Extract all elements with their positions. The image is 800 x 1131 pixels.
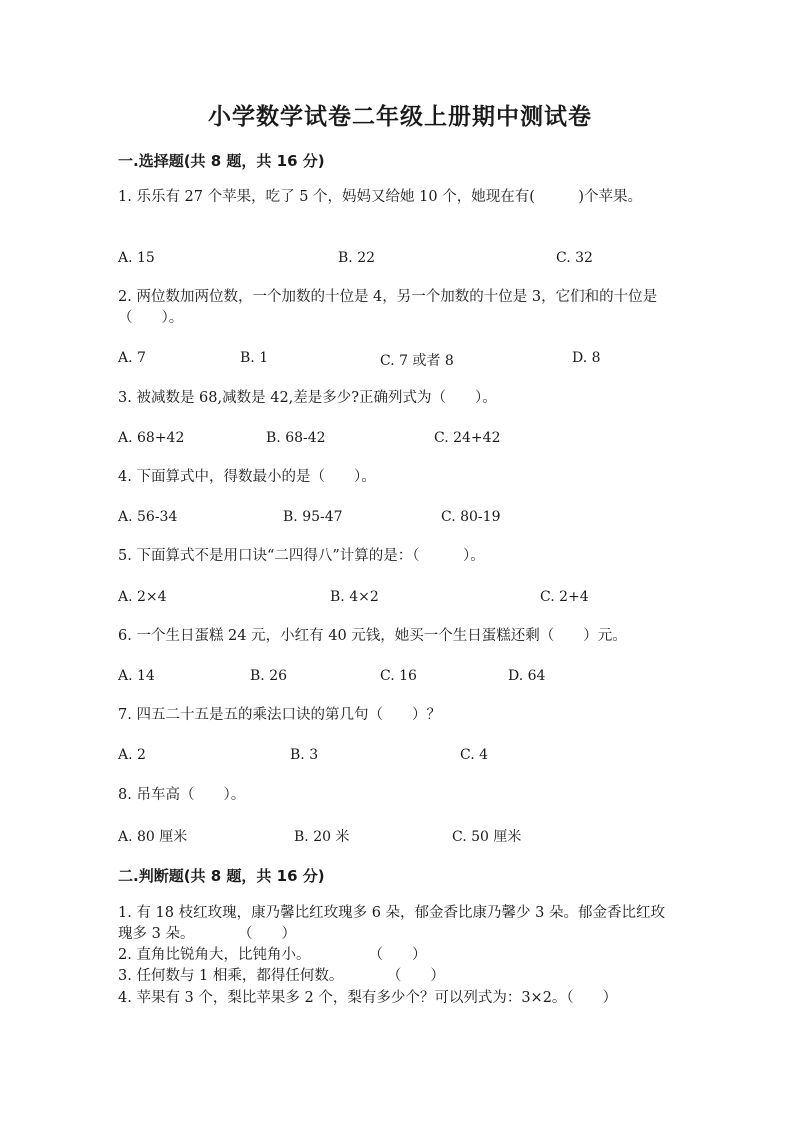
option-b: B. 3 (290, 747, 319, 763)
option-a: A. 7 (118, 350, 146, 366)
option-d: D. 64 (508, 668, 546, 684)
question-2: 2. 两位数加两位数，一个加数的十位是 4，另一个加数的十位是 3，它们和的十位是（ ）。 (118, 289, 658, 326)
option-c: C. 16 (380, 668, 417, 684)
option-a: A. 15 (118, 250, 155, 266)
option-b: B. 20 米 (294, 829, 350, 845)
section-heading-judgement: 二.判断题(共 8 题，共 16 分) (118, 867, 325, 885)
options-q1 (0, 250, 800, 272)
options-q4 (0, 509, 800, 531)
question-6: 6. 一个生日蛋糕 24 元，小红有 40 元钱，她买一个生日蛋糕还剩（ ）元。 (118, 628, 627, 644)
judgement-item-1: 1. 有 18 枝红玫瑰，康乃馨比红玫瑰多 6 朵，郁金香比康乃馨少 3 朵。郁金香比红玫瑰多 3 朵。 （ ） (118, 905, 665, 942)
judgement-item-4: 4. 苹果有 3 个，梨比苹果多 2 个，梨有多少个？可以列式为：3×2。（ ） (118, 990, 618, 1006)
question-5: 5. 下面算式不是用口诀“二四得八”计算的是：（ ）。 (118, 548, 485, 564)
option-c: C. 7 或者 8 (380, 353, 454, 369)
option-b: B. 26 (250, 668, 288, 684)
question-4: 4. 下面算式中，得数最小的是（ ）。 (118, 469, 376, 485)
option-c: C. 80-19 (441, 509, 501, 525)
question-7: 7. 四五二十五是五的乘法口诀的第几句（ ）？ (118, 707, 441, 723)
option-b: B. 95-47 (283, 509, 343, 525)
option-d: D. 8 (572, 350, 601, 366)
question-8: 8. 吊车高（ ）。 (118, 787, 246, 803)
option-a: A. 2×4 (118, 589, 167, 605)
option-a: A. 80 厘米 (118, 829, 188, 845)
option-c: C. 4 (460, 747, 489, 763)
question-3: 3. 被减数是 68,减数是 42,差是多少?正确列式为（ ）。 (118, 390, 497, 406)
section-heading-choice: 一.选择题(共 8 题，共 16 分) (118, 152, 325, 170)
option-b: B. 4×2 (330, 589, 379, 605)
option-c: C. 50 厘米 (452, 829, 522, 845)
option-b: B. 1 (240, 350, 269, 366)
option-b: B. 68-42 (266, 430, 326, 446)
option-c: C. 2+4 (540, 589, 589, 605)
option-a: A. 68+42 (118, 430, 185, 446)
option-c: C. 32 (556, 250, 593, 266)
options-q6 (0, 668, 800, 690)
option-a: A. 14 (118, 668, 155, 684)
question-1: 1. 乐乐有 27 个苹果，吃了 5 个，妈妈又给她 10 个，她现在有( )个苹果。 (118, 189, 643, 205)
option-a: A. 56-34 (118, 509, 178, 525)
judgement-item-2: 2. 直角比锐角大，比钝角小。 （ ） (118, 947, 427, 963)
judgement-item-3: 3. 任何数与 1 相乘，都得任何数。 （ ） (118, 968, 445, 984)
options-q5 (0, 589, 800, 611)
option-c: C. 24+42 (434, 430, 501, 446)
options-q3 (0, 430, 800, 452)
page-title: 小学数学试卷二年级上册期中测试卷 (208, 104, 592, 130)
options-q8 (0, 826, 800, 848)
options-q7 (0, 747, 800, 769)
options-q2 (0, 350, 800, 372)
option-a: A. 2 (118, 747, 146, 763)
option-b: B. 22 (338, 250, 376, 266)
